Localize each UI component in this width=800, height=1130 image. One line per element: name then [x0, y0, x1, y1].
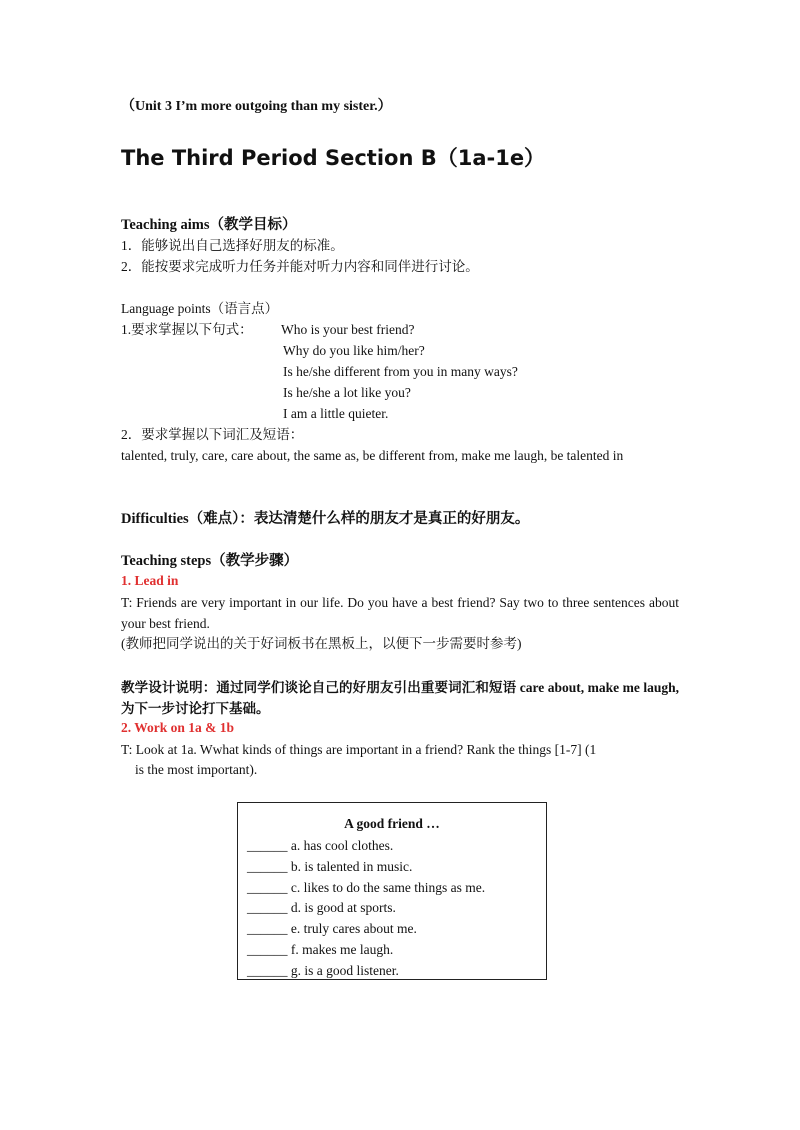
step-1-title: 1. Lead in [121, 573, 179, 588]
box-item-list [247, 836, 485, 982]
language-points-heading: Language points（语言点） [121, 301, 279, 316]
sentence-5: I am a little quieter. [283, 406, 389, 421]
box-item-d: ______ d. is good at sports. [247, 900, 396, 916]
teaching-steps-heading: Teaching steps（教学步骤） [121, 553, 299, 569]
box-item-f: ______ f. makes me laugh. [247, 941, 394, 957]
vocab-list: talented, truly, care, care about, the same as, be different from, make me laugh, be talented in [121, 448, 624, 463]
aim-item-1: 1．能够说出自己选择好朋友的标准。 [121, 238, 344, 253]
box-item-b: ______ b. is talented in music. [247, 858, 413, 874]
sentence-2: Why do you like him/her? [283, 343, 425, 358]
teaching-aims-heading: Teaching aims（教学目标） [121, 217, 297, 233]
sentence-patterns-label: 1.要求掌握以下句式： [121, 322, 253, 337]
page-title: The Third Period Section B（1a-1e） [121, 146, 546, 170]
sentence-3: Is he/she different from you in many ways? [283, 364, 518, 379]
sentence-1: Who is your best friend? [281, 322, 415, 337]
step-2-title: 2. Work on 1a & 1b [121, 720, 235, 735]
sentence-4: Is he/she a lot like you? [283, 385, 411, 400]
box-item-a: ______ a. has cool clothes. [247, 838, 394, 853]
box-item-e: ______ e. truly cares about me. [247, 921, 417, 937]
good-friend-box [237, 802, 547, 980]
step-2-text-line-2: is the most important). [135, 762, 258, 777]
aim-item-2: 2．能按要求完成听力任务并能对听力内容和同伴进行讨论。 [121, 259, 479, 274]
step-1-note: (教师把同学说出的关于好词板书在黑板上，以便下一步需要时参考) [121, 636, 522, 651]
box-item-g: ______ g. is a good listener. [247, 962, 399, 978]
box-title: A good friend … [344, 816, 440, 831]
design-note: 教学设计说明：通过同学们谈论自己的好朋友引出重要词汇和短语 care about, make me laugh,为下一步讨论打下基础。 [121, 680, 679, 716]
step-1-text: T: Friends are very important in our life. Do you have a best friend? Say two to three sentences about your best friend. [121, 595, 679, 631]
step-2-text-line-1: T: Look at 1a. Wwhat kinds of things are important in a friend? Rank the things [1-7] (1 [121, 742, 597, 757]
box-item-c: ______ c. likes to do the same things as me. [247, 879, 486, 895]
vocab-label: 2．要求掌握以下词汇及短语： [121, 427, 304, 442]
difficulties: Difficulties（难点）：表达清楚什么样的朋友才是真正的好朋友。 [121, 511, 530, 527]
unit-heading: （Unit 3 I’m more outgoing than my sister.） [121, 99, 392, 114]
